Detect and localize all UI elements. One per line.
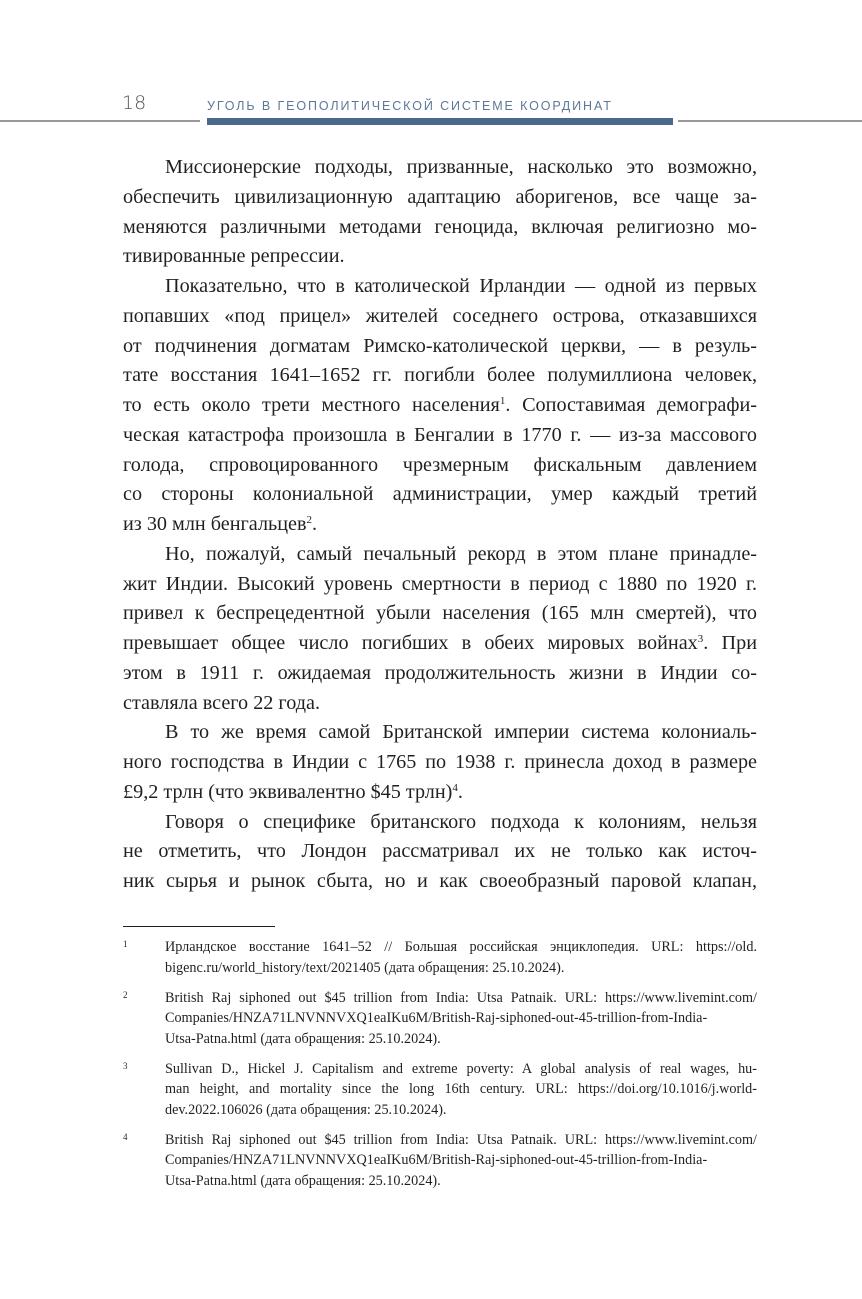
footnote-line: Utsa-Patna.html (дата обращения: 25.10.2024). — [165, 1172, 441, 1189]
text-line — [123, 510, 757, 540]
line-text: жит Индии. Высокий уровень смертности в период с 1880 по 1920 г. — [123, 572, 757, 595]
page-number: 18 — [122, 92, 147, 114]
text-line — [123, 421, 757, 451]
footnote-number: 1 — [123, 939, 128, 949]
line-text: £9,2 трлн (что эквивалентно $45 трлн) — [123, 780, 453, 803]
line-text: голода, спровоцированного чрезмерным фискальным давлением — [123, 453, 757, 476]
line-text: попавших «под прицел» жителей соседнего острова, отказавшихся — [123, 304, 757, 327]
paragraph — [123, 808, 757, 897]
paragraph — [123, 718, 757, 807]
text-line — [123, 242, 757, 272]
paragraph — [123, 540, 757, 719]
footnote-ref: 2 — [306, 514, 313, 526]
line-text-after: . Сопоставимая демографи- — [505, 394, 757, 416]
text-line — [123, 570, 757, 600]
text-line — [123, 361, 757, 391]
text-line — [123, 689, 757, 719]
footnote — [123, 1130, 757, 1192]
text-line — [123, 599, 757, 629]
footnote-line: Utsa-Patna.html (дата обращения: 25.10.2024). — [165, 1030, 441, 1047]
text-line — [123, 302, 757, 332]
footnote-line: man height, and mortality since the long 16th century. URL: https://doi.org/10.1016/j.world- — [165, 1081, 757, 1097]
text-line — [123, 629, 757, 659]
footnote-line: Ирландское восстание 1641–52 // Большая российская энциклопедия. URL: https://old. — [165, 939, 757, 955]
running-title: УГОЛЬ В ГЕОПОЛИТИЧЕСКОЙ СИСТЕМЕ КООРДИНАТ — [207, 99, 613, 113]
text-line — [123, 153, 757, 183]
line-text-after: . При — [703, 632, 757, 654]
text-line — [123, 183, 757, 213]
paragraph — [123, 272, 757, 540]
paragraph — [123, 153, 757, 272]
text-line — [123, 808, 757, 838]
line-text: Но, пожалуй, самый печальный рекорд в этом плане принадле- — [165, 542, 757, 565]
footnote — [123, 1059, 757, 1121]
text-line — [123, 272, 757, 302]
line-text-after: . — [312, 513, 318, 535]
text-line — [123, 332, 757, 362]
footnote-line: dev.2022.106026 (дата обращения: 25.10.2024). — [165, 1101, 447, 1118]
line-text-after: . — [457, 780, 463, 803]
text-line — [123, 718, 757, 748]
line-text: Миссионерские подходы, призванные, насколько это возможно, — [165, 156, 757, 178]
footnote-ref: 3 — [697, 633, 704, 645]
header-rule-left — [0, 120, 200, 122]
line-text: то есть около трети местного населения — [123, 394, 500, 416]
line-text: этом в 1911 г. ожидаемая продолжительность жизни в Индии со- — [123, 661, 757, 684]
text-line — [123, 659, 757, 689]
footnote-line: British Raj siphoned out $45 trillion from India: Utsa Patnaik. URL: https://www.livemint.com/ — [165, 989, 757, 1006]
footnote-line: British Raj siphoned out $45 trillion from India: Utsa Patnaik. URL: https://www.livemint.com/ — [165, 1131, 757, 1148]
text-line — [123, 837, 757, 867]
text-line — [123, 213, 757, 243]
line-text: от подчинения догматам Римско-католической церкви, — в резуль- — [123, 334, 757, 357]
footnote-number: 2 — [123, 989, 128, 1000]
line-text: обеспечить цивилизационную адаптацию аборигенов, все чаще за- — [123, 185, 757, 208]
line-text: превышает общее число погибших в обеих мировых войнах — [123, 632, 698, 654]
line-text: из 30 млн бенгальцев — [123, 513, 307, 535]
line-text: ческая катастрофа произошла в Бенгалии в 1770 г. — из-за массового — [123, 423, 757, 446]
footnotes — [123, 937, 757, 1201]
body-text — [123, 153, 757, 897]
line-text: тате восстания 1641–1652 гг. погибли более полумиллиона человек, — [123, 364, 757, 387]
footnote-ref: 1 — [499, 395, 506, 407]
line-text: тивированные репрессии. — [123, 245, 345, 268]
text-line — [123, 867, 757, 897]
line-text: ного господства в Индии с 1765 по 1938 г. принесла доход в размере — [123, 751, 757, 773]
text-line — [123, 451, 757, 481]
header-accent-bar — [207, 118, 673, 125]
footnote-number: 4 — [123, 1131, 128, 1142]
line-text: со стороны колониальной администрации, умер каждый третий — [123, 483, 757, 506]
text-line — [123, 540, 757, 570]
line-text: меняются различными методами геноцида, включая религиозно мо- — [123, 215, 757, 238]
footnote-ref: 4 — [452, 781, 458, 794]
footnote-line: bigenc.ru/world_history/text/2021405 (дата обращения: 25.10.2024). — [165, 959, 565, 976]
text-line — [123, 778, 757, 808]
footnote-line: Companies/HNZA71LNVNNVXQ1eaIKu6M/British-Raj-siphoned-out-45-trillion-from-India- — [165, 1152, 708, 1168]
line-text: Говоря о специфике британского подхода к колониям, нельзя — [165, 810, 757, 833]
footnote — [123, 988, 757, 1050]
line-text: Показательно, что в католической Ирландии — одной из первых — [165, 275, 757, 297]
header-rule-right — [678, 120, 862, 122]
footnote-line: Companies/HNZA71LNVNNVXQ1eaIKu6M/British-Raj-siphoned-out-45-trillion-from-India- — [165, 1010, 708, 1026]
text-line — [123, 391, 757, 421]
line-text: ставляла всего 22 года. — [123, 691, 320, 714]
line-text: ник сырья и рынок сбыта, но и как своеобразный паровой клапан, — [123, 870, 757, 892]
text-line — [123, 748, 757, 778]
line-text: привел к беспрецедентной убыли населения (165 млн смертей), что — [123, 602, 757, 625]
footnote — [123, 937, 757, 978]
line-text: В то же время самой Британской империи система колониаль- — [165, 721, 757, 744]
text-line — [123, 480, 757, 510]
line-text: не отметить, что Лондон рассматривал их не только как источ- — [123, 840, 757, 863]
footnote-separator — [123, 926, 275, 927]
footnote-line: Sullivan D., Hickel J. Capitalism and extreme poverty: A global analysis of real wages, hu- — [165, 1060, 757, 1077]
footnote-number: 3 — [123, 1060, 128, 1071]
